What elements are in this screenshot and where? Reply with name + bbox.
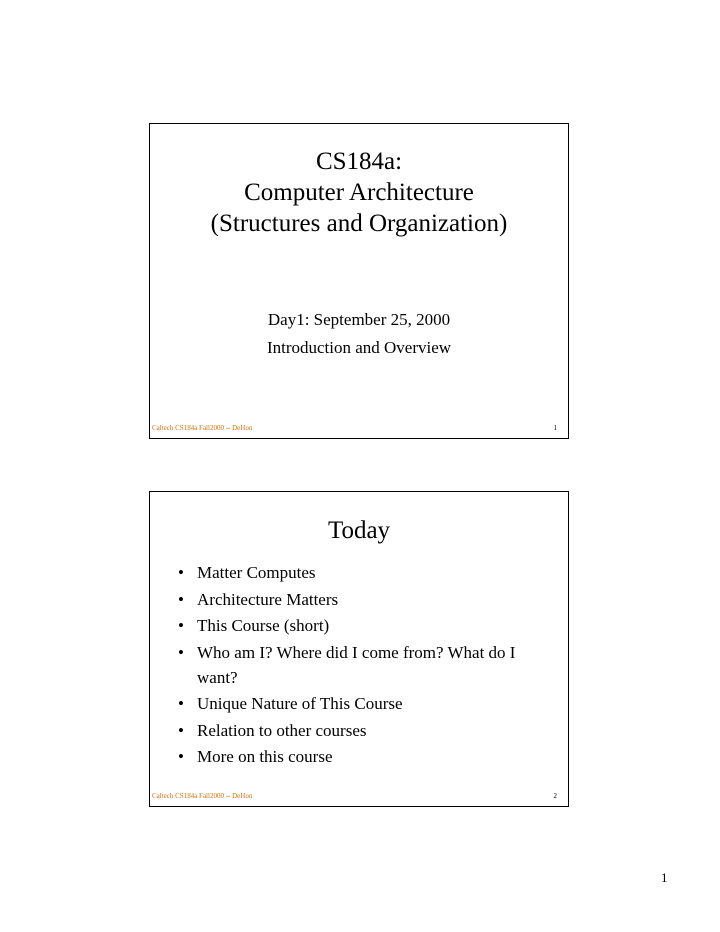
bullet-dot-icon: •: [178, 589, 184, 609]
slide-2-slide-number: 2: [553, 792, 557, 800]
bullet-item: [178, 640, 528, 690]
bullet-item: [178, 613, 528, 638]
bullet-dot-icon: •: [178, 616, 184, 635]
bullet-text: This Course (short): [197, 616, 330, 635]
slide-1-topic-line: Introduction and Overview: [266, 338, 452, 357]
bullet-text: Matter Computes: [197, 563, 316, 582]
slide-1-title-line: CS184a:: [315, 148, 403, 175]
bullet-dot-icon: •: [178, 563, 184, 582]
slide-1-subtitle: [150, 306, 568, 362]
bullet-dot-icon: •: [178, 694, 184, 713]
slide-2-heading: Today: [327, 517, 391, 544]
bullet-item: [178, 744, 528, 769]
bullet-item: [178, 560, 528, 585]
bullet-item: [178, 718, 528, 743]
page-number: 1: [661, 870, 668, 885]
bullet-text: Who am I? Where did I come from? What do I want?: [197, 642, 516, 687]
slide-2-bullet-list: [178, 560, 528, 771]
bullet-text: Unique Nature of This Course: [197, 694, 403, 713]
bullet-text: Relation to other courses: [197, 720, 367, 740]
slide-1: [149, 123, 569, 439]
slide-1-slide-number: 1: [553, 424, 557, 432]
slide-1-title-line: Computer Architecture: [244, 179, 474, 206]
slide-1-footer-credit: Caltech CS184a Fall2000 -- DeHon: [152, 424, 253, 432]
bullet-dot-icon: •: [178, 720, 184, 740]
slide-1-date-line: Day1: September 25, 2000: [267, 310, 451, 329]
bullet-text: More on this course: [197, 747, 333, 766]
bullet-item: [178, 587, 528, 612]
slide-2-footer-credit: Caltech CS184a Fall2000 -- DeHon: [152, 792, 253, 800]
bullet-dot-icon: •: [178, 747, 184, 766]
bullet-item: [178, 691, 528, 716]
slide-1-title-line: (Structures and Organization): [210, 210, 508, 237]
bullet-dot-icon: •: [178, 642, 184, 662]
bullet-text: Architecture Matters: [197, 589, 339, 609]
slide-2: [149, 491, 569, 807]
slide-1-title: [150, 146, 568, 239]
